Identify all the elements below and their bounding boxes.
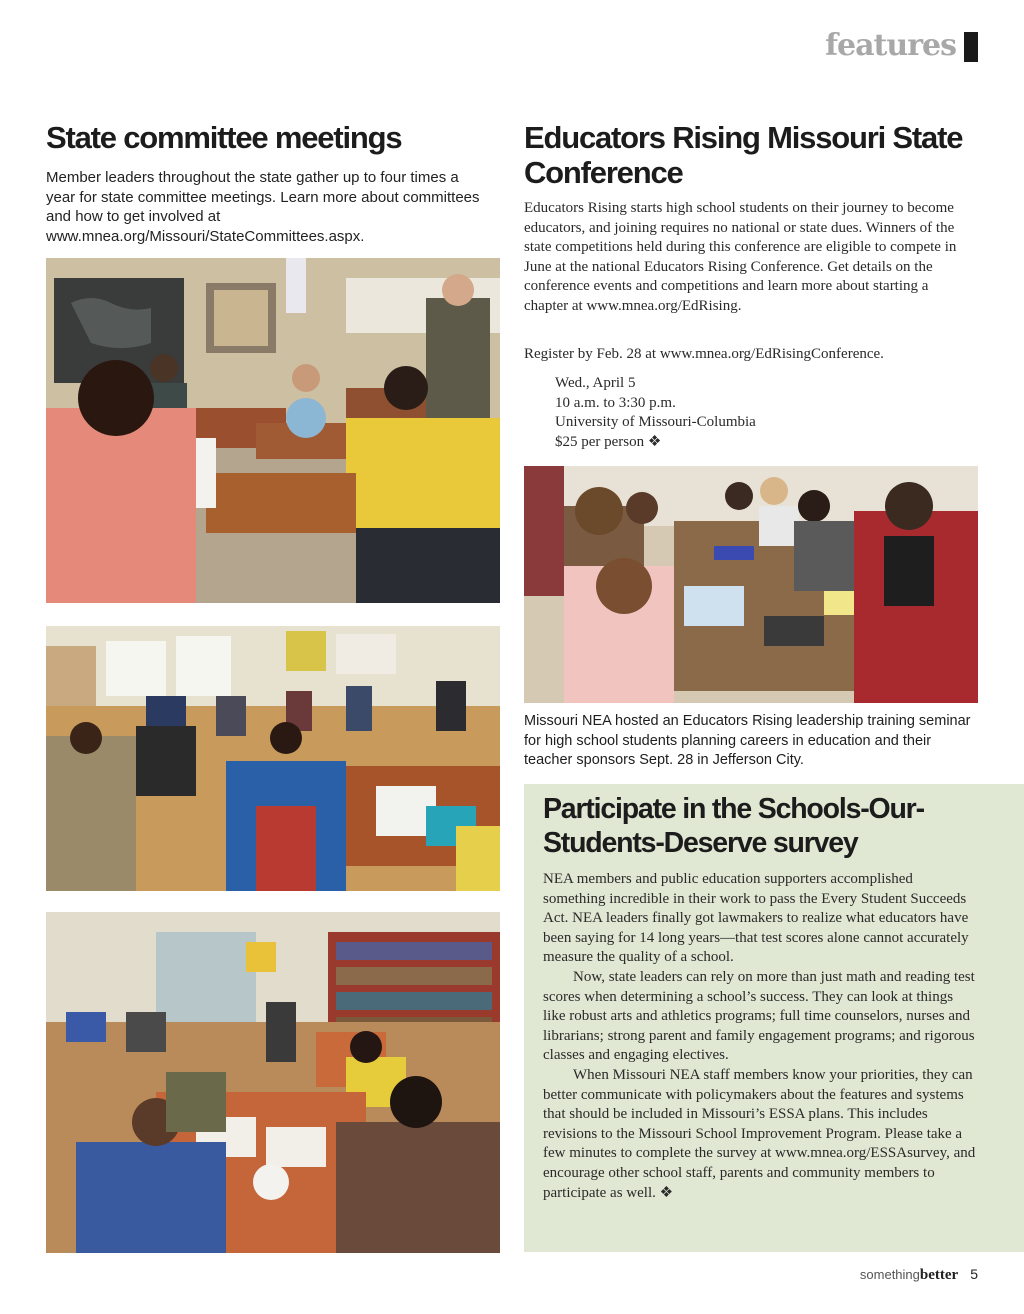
register-line: Register by Feb. 28 at www.mnea.org/EdRisingConference. [524,346,884,362]
photo-caption: Missouri NEA hosted an Educators Rising leadership training seminar for high school students planning careers in education and their teacher sponsors Sept. 28 in Jefferson City. [524,713,971,768]
educators-rising-photo [524,466,978,703]
section-label: features [825,28,956,63]
survey-heading: Participate in the Schools-Our-Students-Deserve survey [543,793,924,859]
survey-body [543,870,979,1203]
educators-rising-body: Educators Rising starts high school students on their journey to become educators, and joining requires no national or state dues. Winners of the state competitions held during this conference are eligible to compete in June at the national Educators Rising Conference. Get details on the conference events and competitions and learn more about starting a chapter at www.mnea.org/EdRising. [524,200,957,314]
magazine-name-bold: better [919,1267,959,1283]
page-footer [860,1266,978,1284]
library-meeting-photo [46,912,500,1253]
event-cost: $25 per person ❖ [555,433,662,450]
event-time: 10 a.m. to 3:30 p.m. [555,394,676,411]
magazine-name-light: something [859,1267,920,1282]
survey-paragraph-3: When Missouri NEA staff members know your priorities, they can better communicate with policymakers about the features and systems that should be included in Missouri’s ESSA plans. This includes revisions to the Missouri School Improvement Program. Please take a few minutes to complete the survey at www.mnea.org/ESSAsurvey, and encourage other school staff, parents and community members to participate as well. ❖ [543,1066,976,1201]
survey-paragraph-1: NEA members and public education supporters accomplished something incredible in their work to pass the Every Student Succeeds Act. NEA leaders finally got lawmakers to realize what educators have been saying for 14 long years—that test scores alone cannot accurately measure the quality of a school. [543,871,969,966]
educators-rising-heading: Educators Rising Missouri State Conference [524,120,963,190]
survey-paragraph-2: Now, state leaders can rely on more than just math and reading test scores when determining a school’s success. They can look at things like robust arts and athletics programs; full time counselors, nurses and librarians; strong parent and family engagement programs; and rigorous classes and engaging electives. [543,968,975,1064]
committee-circle-photo [46,626,500,891]
state-committee-intro: Member leaders throughout the state gather up to four times a year for state committee meetings. Learn more about committees and how to get involved at www.mnea.org/Missouri/StateCommittees.aspx. [46,169,480,245]
page-number: 5 [970,1266,978,1282]
event-place: University of Missouri-Columbia [555,414,756,431]
event-date: Wed., April 5 [555,375,636,391]
classroom-meeting-photo [46,258,500,603]
section-marker-bar [964,32,978,62]
event-details [555,374,855,452]
state-committee-heading: State committee meetings [46,120,402,155]
